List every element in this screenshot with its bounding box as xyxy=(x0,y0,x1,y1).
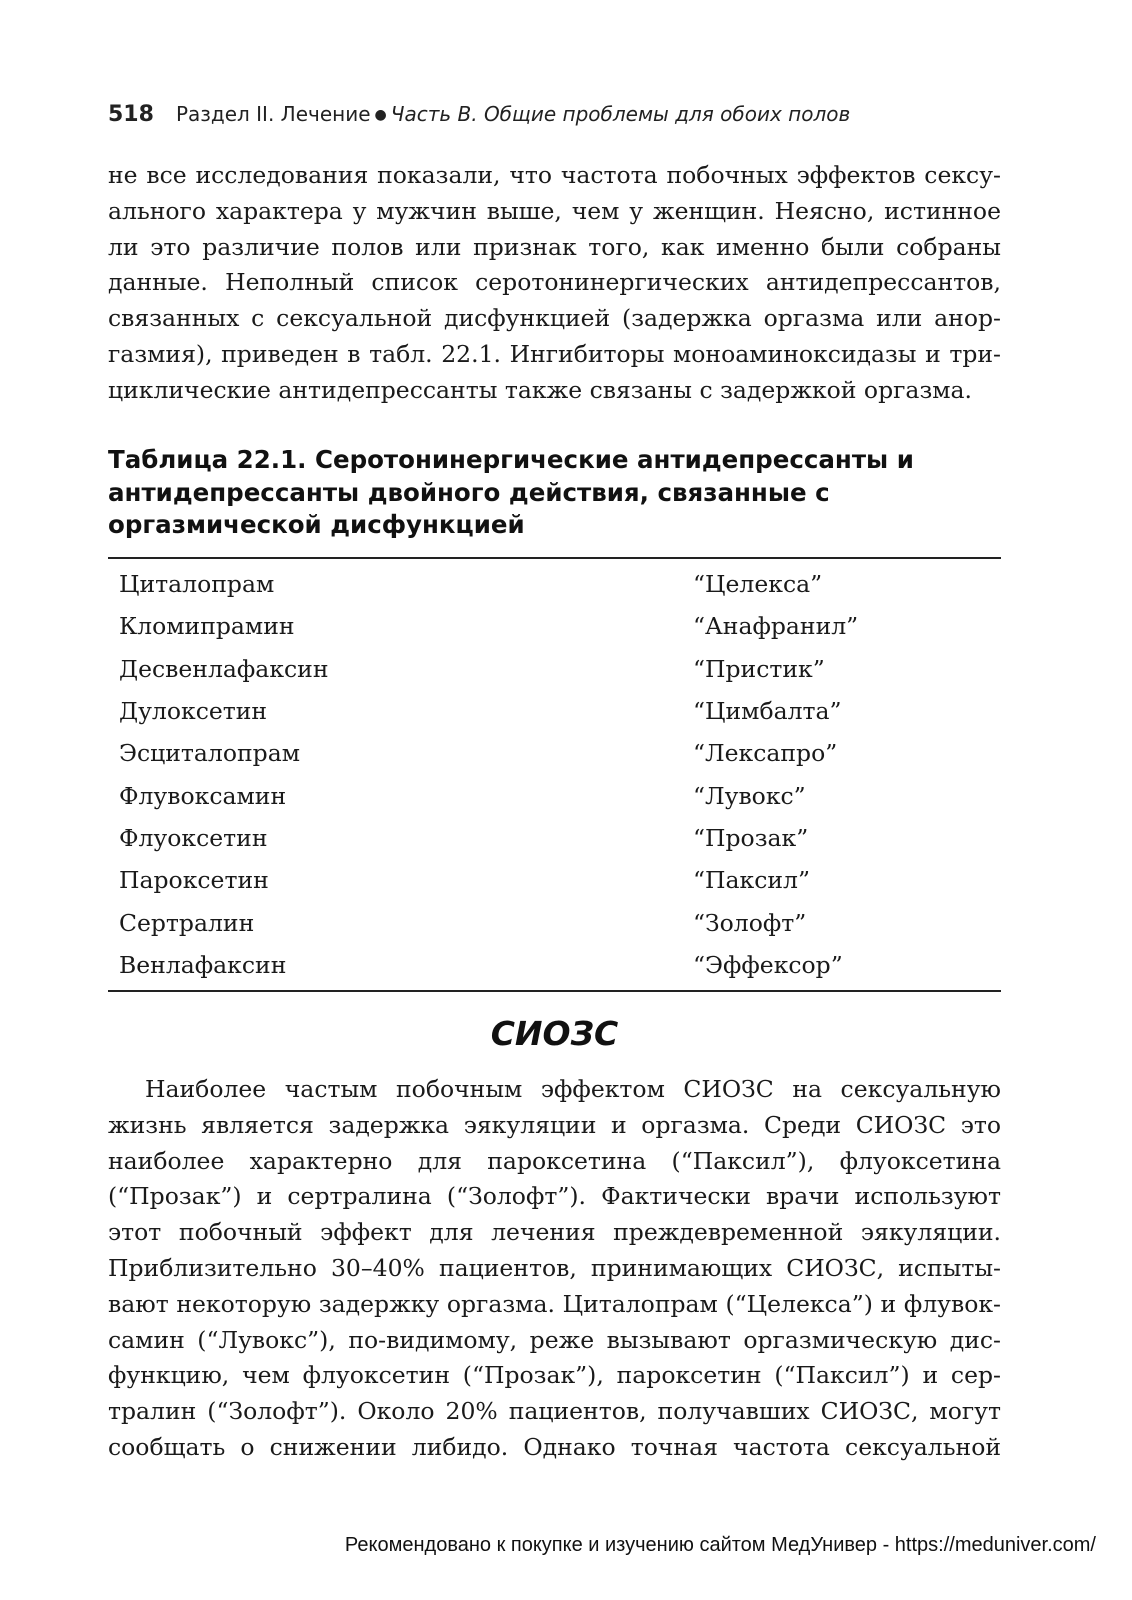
brand-name: “Лексапро” xyxy=(693,739,838,768)
bullet-separator-icon: ● xyxy=(374,107,387,123)
section-title: Раздел II. Лечение xyxy=(175,102,371,126)
brand-name: “Анафранил” xyxy=(693,612,859,641)
generic-name: Флувоксамин xyxy=(119,781,287,810)
generic-name: Венлафаксин xyxy=(119,950,287,979)
table-row xyxy=(108,605,1001,647)
brand-name: “Паксил” xyxy=(693,866,810,895)
brand-name: “Целекса” xyxy=(693,570,823,599)
section-paragraph: Наиболее частым побочным эффектом СИОЗС на сексуальную жизнь является задержка эякуляции и оргазма. Среди СИОЗС это наиболее характерно для пароксетина (“Паксил”), флуоксетина (“Прозак”) и сертралина (“Золофт”). Фактически врачи используют этот побочный эффект для лечения преждевременной эякуляции. Приблизительно 30–40% пациентов, принимающих СИОЗС, испытывают некоторую задержку оргазма. Циталопрам (“Целекса”) и флувоксамин (“Лувокс”), по-видимому, реже вызывают оргазмическую дисфункцию, чем флуоксетин (“Прозак”), пароксетин (“Паксил”) и сертралин (“Золофт”). Около 20% пациентов, получавших СИОЗС, могут сообщать о снижении либидо. Однако точная частота сексуальной xyxy=(108,1075,1001,1461)
table-row xyxy=(108,690,1001,732)
table-row xyxy=(108,859,1001,901)
brand-name: “Золофт” xyxy=(693,908,807,937)
table-row xyxy=(108,944,1001,986)
table-row xyxy=(108,563,1001,605)
generic-name: Эсциталопрам xyxy=(119,739,301,768)
generic-name: Сертралин xyxy=(119,908,255,937)
table-caption: Таблица 22.1. Серотонинергические антидепрессанты и антидепрессанты двойного действия, связанные с оргазмической дисфункцией xyxy=(108,445,914,539)
generic-name: Пароксетин xyxy=(119,866,269,895)
running-head xyxy=(108,102,1008,127)
table-row xyxy=(108,648,1001,690)
generic-name: Кломипрамин xyxy=(119,612,295,641)
table-row xyxy=(108,732,1001,774)
drug-table xyxy=(108,557,1001,992)
table-row xyxy=(108,774,1001,816)
brand-name: “Эффексор” xyxy=(693,950,843,979)
footer-link[interactable]: Рекомендовано к покупке и изучению сайтом МедУнивер - https://meduniver.com/ xyxy=(344,1534,1096,1556)
brand-name: “Лувокс” xyxy=(693,781,806,810)
generic-name: Десвенлафаксин xyxy=(119,654,329,683)
part-title: Часть B. Общие проблемы для обоих полов xyxy=(390,102,851,126)
brand-name: “Цимбалта” xyxy=(693,697,842,726)
page-number: 518 xyxy=(108,102,154,127)
generic-name: Флуоксетин xyxy=(119,823,268,852)
section-heading: СИОЗС xyxy=(490,1014,619,1053)
generic-name: Циталопрам xyxy=(119,570,275,599)
table-row xyxy=(108,817,1001,859)
intro-paragraph: не все исследования показали, что частота побочных эффектов сексуального характера у мужчин выше, чем у женщин. Неясно, истинное ли это различие полов или признак того, как именно были собраны данные. Неполный список серотонинергических антидепрессантов, связанных с сексуальной дисфункцией (задержка оргазма или аноргазмия), приведен в табл. 22.1. Ингибиторы моноаминоксидазы и трициклические антидепрессанты также связаны с задержкой оргазма. xyxy=(108,161,1001,404)
generic-name: Дулоксетин xyxy=(119,697,268,726)
brand-name: “Пристик” xyxy=(693,654,825,683)
brand-name: “Прозак” xyxy=(693,823,809,852)
table-row xyxy=(108,901,1001,943)
